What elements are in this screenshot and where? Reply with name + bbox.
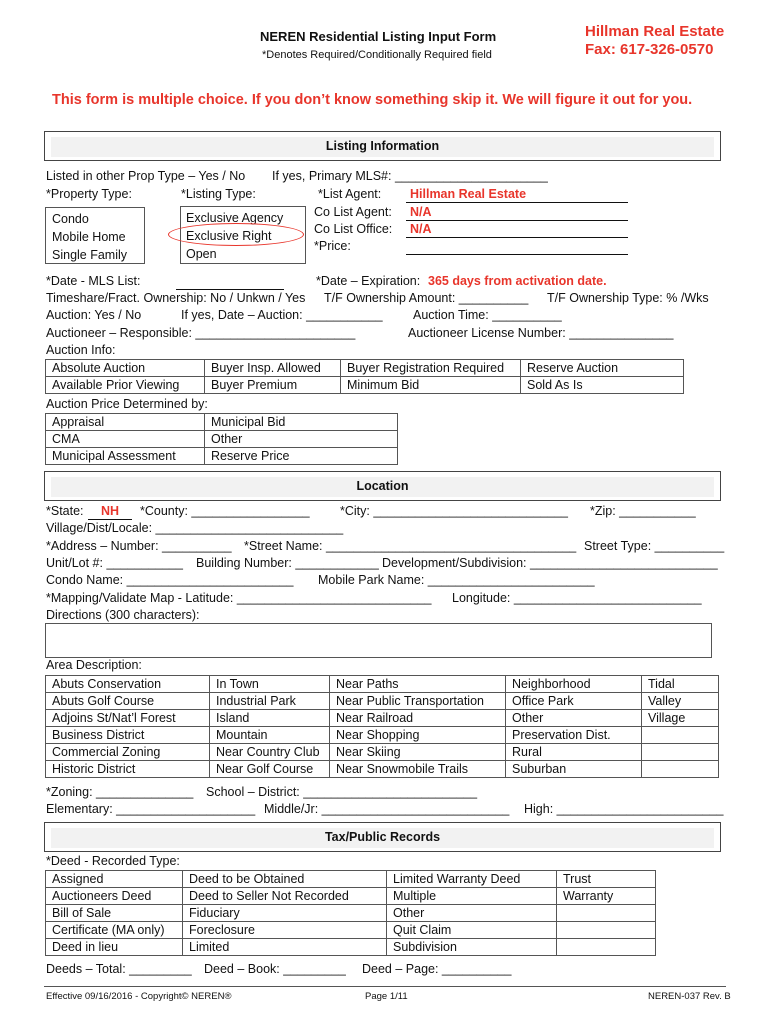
deed-type-label: *Deed - Recorded Type: bbox=[46, 854, 180, 868]
auction-price-option[interactable]: Other bbox=[205, 431, 398, 448]
property-type-option[interactable]: Single Family bbox=[52, 248, 128, 262]
area-option[interactable]: Near Country Club bbox=[210, 744, 330, 761]
deed-page-field[interactable]: Deed – Page: __________ bbox=[362, 962, 512, 976]
auction-info-option[interactable]: Absolute Auction bbox=[46, 360, 205, 377]
price-label: *Price: bbox=[314, 239, 351, 253]
date-mls-field[interactable] bbox=[176, 274, 284, 290]
auction-info-option[interactable]: Buyer Registration Required bbox=[341, 360, 521, 377]
co-office-value: N/A bbox=[410, 222, 432, 236]
date-expiration-label: *Date – Expiration: bbox=[316, 274, 421, 288]
area-option[interactable]: Island bbox=[210, 710, 330, 727]
timeshare-field[interactable]: Timeshare/Fract. Ownership: No / Unkwn / Yes bbox=[46, 291, 306, 305]
location-section-header bbox=[44, 471, 721, 501]
area-option[interactable]: Preservation Dist. bbox=[506, 727, 642, 744]
longitude-field[interactable]: Longitude: ___________________________ bbox=[452, 591, 702, 605]
school-district-field[interactable]: School – District: _________________________ bbox=[206, 785, 478, 799]
auction-price-option[interactable]: Municipal Assessment bbox=[46, 448, 205, 465]
auction-info-table bbox=[45, 359, 684, 394]
co-office-field[interactable] bbox=[406, 222, 628, 238]
deed-type-option[interactable]: Fiduciary bbox=[183, 905, 387, 922]
area-option[interactable]: Mountain bbox=[210, 727, 330, 744]
co-agent-field[interactable] bbox=[406, 205, 628, 221]
list-agent-value: Hillman Real Estate bbox=[410, 187, 527, 201]
listing-section-header bbox=[44, 131, 721, 161]
area-option-empty bbox=[642, 761, 719, 778]
auction-info-option[interactable]: Buyer Insp. Allowed bbox=[205, 360, 341, 377]
condo-name-field[interactable]: Condo Name: ________________________ bbox=[46, 573, 294, 587]
state-value: NH bbox=[100, 504, 120, 518]
tax-section-header bbox=[44, 822, 721, 852]
address-number-field[interactable]: *Address – Number: __________ bbox=[46, 539, 232, 553]
list-agent-field[interactable] bbox=[406, 187, 628, 203]
footer-effective: Effective 09/16/2016 - Copyright© NEREN® bbox=[46, 991, 232, 1002]
listing-type-option-selected[interactable]: Exclusive Right bbox=[186, 229, 272, 243]
area-option[interactable]: Near Paths bbox=[330, 676, 506, 693]
area-option[interactable]: In Town bbox=[210, 676, 330, 693]
listing-section-title: Listing Information bbox=[325, 139, 440, 153]
auctioneer-field[interactable]: Auctioneer – Responsible: _______________________ bbox=[46, 326, 356, 340]
deed-type-option[interactable]: Limited Warranty Deed bbox=[387, 871, 557, 888]
footer-divider bbox=[44, 986, 726, 987]
zip-field[interactable]: *Zip: ___________ bbox=[590, 504, 696, 518]
auctioneer-license-field[interactable]: Auctioneer License Number: _______________ bbox=[408, 326, 674, 340]
deed-book-field[interactable]: Deed – Book: _________ bbox=[204, 962, 346, 976]
primary-mls-field[interactable]: If yes, Primary MLS#: ______________________ bbox=[272, 169, 548, 183]
area-option[interactable]: Suburban bbox=[506, 761, 642, 778]
co-agent-value: N/A bbox=[410, 205, 432, 219]
listing-type-label: *Listing Type: bbox=[181, 187, 256, 201]
property-type-options bbox=[52, 210, 127, 264]
auction-price-option[interactable]: CMA bbox=[46, 431, 205, 448]
deed-type-option[interactable]: Deed to Seller Not Recorded bbox=[183, 888, 387, 905]
deed-type-option[interactable]: Foreclosure bbox=[183, 922, 387, 939]
state-label: *State: bbox=[46, 504, 84, 518]
list-agent-label: *List Agent: bbox=[318, 187, 382, 201]
auction-info-option[interactable]: Minimum Bid bbox=[341, 377, 521, 394]
area-description-label: Area Description: bbox=[46, 658, 142, 672]
deeds-total-field[interactable]: Deeds – Total: _________ bbox=[46, 962, 192, 976]
date-mls-label: *Date - MLS List: bbox=[46, 274, 141, 288]
price-field[interactable] bbox=[406, 239, 628, 255]
deed-type-option[interactable]: Limited bbox=[183, 939, 387, 956]
location-section-title: Location bbox=[356, 479, 409, 493]
area-option[interactable]: Rural bbox=[506, 744, 642, 761]
city-field[interactable]: *City: ____________________________ bbox=[340, 504, 568, 518]
area-option[interactable]: Abuts Conservation bbox=[46, 676, 210, 693]
area-description-table bbox=[45, 675, 719, 778]
area-option[interactable]: Village bbox=[642, 710, 719, 727]
auction-price-option[interactable]: Reserve Price bbox=[205, 448, 398, 465]
area-option[interactable]: Near Public Transportation bbox=[330, 693, 506, 710]
listing-type-option[interactable]: Exclusive Agency bbox=[186, 211, 284, 225]
co-office-label: Co List Office: bbox=[314, 222, 393, 236]
deed-type-option[interactable]: Warranty bbox=[557, 888, 656, 905]
listing-type-option[interactable]: Open bbox=[186, 247, 217, 261]
other-prop-type[interactable]: Listed in other Prop Type – Yes / No bbox=[46, 169, 246, 183]
area-option[interactable]: Commercial Zoning bbox=[46, 744, 210, 761]
property-type-option[interactable]: Mobile Home bbox=[52, 230, 126, 244]
deed-type-option-empty bbox=[557, 905, 656, 922]
area-option[interactable]: Neighborhood bbox=[506, 676, 642, 693]
unit-field[interactable]: Unit/Lot #: ___________ bbox=[46, 556, 183, 570]
auction-info-option[interactable]: Available Prior Viewing bbox=[46, 377, 205, 394]
latitude-field[interactable]: *Mapping/Validate Map - Latitude: ____________________________ bbox=[46, 591, 432, 605]
deed-type-option[interactable]: Auctioneers Deed bbox=[46, 888, 183, 905]
deed-type-option[interactable]: Quit Claim bbox=[387, 922, 557, 939]
high-field[interactable]: High: ________________________ bbox=[524, 802, 724, 816]
area-option-empty bbox=[642, 727, 719, 744]
footer-code: NEREN-037 Rev. B bbox=[648, 991, 731, 1002]
footer-page: Page 1/11 bbox=[365, 991, 408, 1002]
area-option[interactable]: Near Golf Course bbox=[210, 761, 330, 778]
form-subtitle: *Denotes Required/Conditionally Required field bbox=[262, 49, 492, 61]
auction-time-field[interactable]: Auction Time: __________ bbox=[413, 308, 562, 322]
area-option[interactable]: Abuts Golf Course bbox=[46, 693, 210, 710]
deed-type-option[interactable]: Deed in lieu bbox=[46, 939, 183, 956]
property-type-label: *Property Type: bbox=[46, 187, 132, 201]
area-option[interactable]: Historic District bbox=[46, 761, 210, 778]
state-field[interactable] bbox=[88, 504, 132, 520]
deed-type-option-empty bbox=[557, 922, 656, 939]
auction-field[interactable]: Auction: Yes / No bbox=[46, 308, 142, 322]
auction-info-option[interactable]: Reserve Auction bbox=[521, 360, 684, 377]
deed-type-option[interactable]: Subdivision bbox=[387, 939, 557, 956]
area-option[interactable]: Near Shopping bbox=[330, 727, 506, 744]
selected-listing-type-circle bbox=[168, 223, 304, 246]
tf-type-field[interactable]: T/F Ownership Type: % /Wks bbox=[547, 291, 709, 305]
agency-name: Hillman Real Estate bbox=[585, 23, 725, 40]
deed-type-table bbox=[45, 870, 656, 956]
county-field[interactable]: *County: _________________ bbox=[140, 504, 310, 518]
street-type-field[interactable]: Street Type: __________ bbox=[584, 539, 725, 553]
form-notice: This form is multiple choice. If you don’t know something skip it. We will figure it out for you. bbox=[52, 92, 693, 108]
auction-date-field[interactable]: If yes, Date – Auction: ___________ bbox=[181, 308, 383, 322]
tf-amount-field[interactable]: T/F Ownership Amount: __________ bbox=[324, 291, 529, 305]
middle-field[interactable]: Middle/Jr: ___________________________ bbox=[264, 802, 510, 816]
co-agent-label: Co List Agent: bbox=[314, 205, 392, 219]
property-type-option[interactable]: Condo bbox=[52, 212, 89, 226]
date-expiration-value[interactable]: 365 days from activation date. bbox=[428, 274, 607, 288]
mobile-park-field[interactable]: Mobile Park Name: ________________________ bbox=[318, 573, 595, 587]
area-option[interactable]: Valley bbox=[642, 693, 719, 710]
area-option[interactable]: Industrial Park bbox=[210, 693, 330, 710]
area-option[interactable]: Office Park bbox=[506, 693, 642, 710]
auction-info-option[interactable]: Buyer Premium bbox=[205, 377, 341, 394]
village-field[interactable]: Village/Dist/Locale: ___________________________ bbox=[46, 521, 344, 535]
area-option[interactable]: Adjoins St/Nat’l Forest bbox=[46, 710, 210, 727]
area-option-empty bbox=[642, 744, 719, 761]
tax-section-title: Tax/Public Records bbox=[324, 830, 441, 844]
auction-info-label: Auction Info: bbox=[46, 343, 116, 357]
area-option[interactable]: Near Skiing bbox=[330, 744, 506, 761]
area-option[interactable]: Business District bbox=[46, 727, 210, 744]
deed-type-option[interactable]: Certificate (MA only) bbox=[46, 922, 183, 939]
area-option[interactable]: Other bbox=[506, 710, 642, 727]
area-option[interactable]: Near Snowmobile Trails bbox=[330, 761, 506, 778]
elementary-field[interactable]: Elementary: ____________________ bbox=[46, 802, 256, 816]
street-name-field[interactable]: *Street Name: ____________________________________ bbox=[244, 539, 577, 553]
development-field[interactable]: Development/Subdivision: ___________________________ bbox=[382, 556, 718, 570]
auction-price-label: Auction Price Determined by: bbox=[46, 397, 208, 411]
auction-info-option[interactable]: Sold As Is bbox=[521, 377, 684, 394]
building-field[interactable]: Building Number: ____________ bbox=[196, 556, 379, 570]
deed-type-option[interactable]: Other bbox=[387, 905, 557, 922]
zoning-field[interactable]: *Zoning: ______________ bbox=[46, 785, 194, 799]
auction-price-option[interactable]: Appraisal bbox=[46, 414, 205, 431]
auction-price-table bbox=[45, 413, 398, 465]
deed-type-option[interactable]: Trust bbox=[557, 871, 656, 888]
directions-label: Directions (300 characters): bbox=[46, 608, 200, 622]
deed-type-option[interactable]: Multiple bbox=[387, 888, 557, 905]
auction-price-option[interactable]: Municipal Bid bbox=[205, 414, 398, 431]
directions-textarea[interactable] bbox=[45, 623, 712, 658]
form-title: NEREN Residential Listing Input Form bbox=[260, 29, 497, 44]
area-option[interactable]: Near Railroad bbox=[330, 710, 506, 727]
deed-type-option-empty bbox=[557, 939, 656, 956]
deed-type-option[interactable]: Bill of Sale bbox=[46, 905, 183, 922]
deed-type-option[interactable]: Assigned bbox=[46, 871, 183, 888]
deed-type-option[interactable]: Deed to be Obtained bbox=[183, 871, 387, 888]
agency-fax: Fax: 617-326-0570 bbox=[585, 41, 714, 58]
area-option[interactable]: Tidal bbox=[642, 676, 719, 693]
